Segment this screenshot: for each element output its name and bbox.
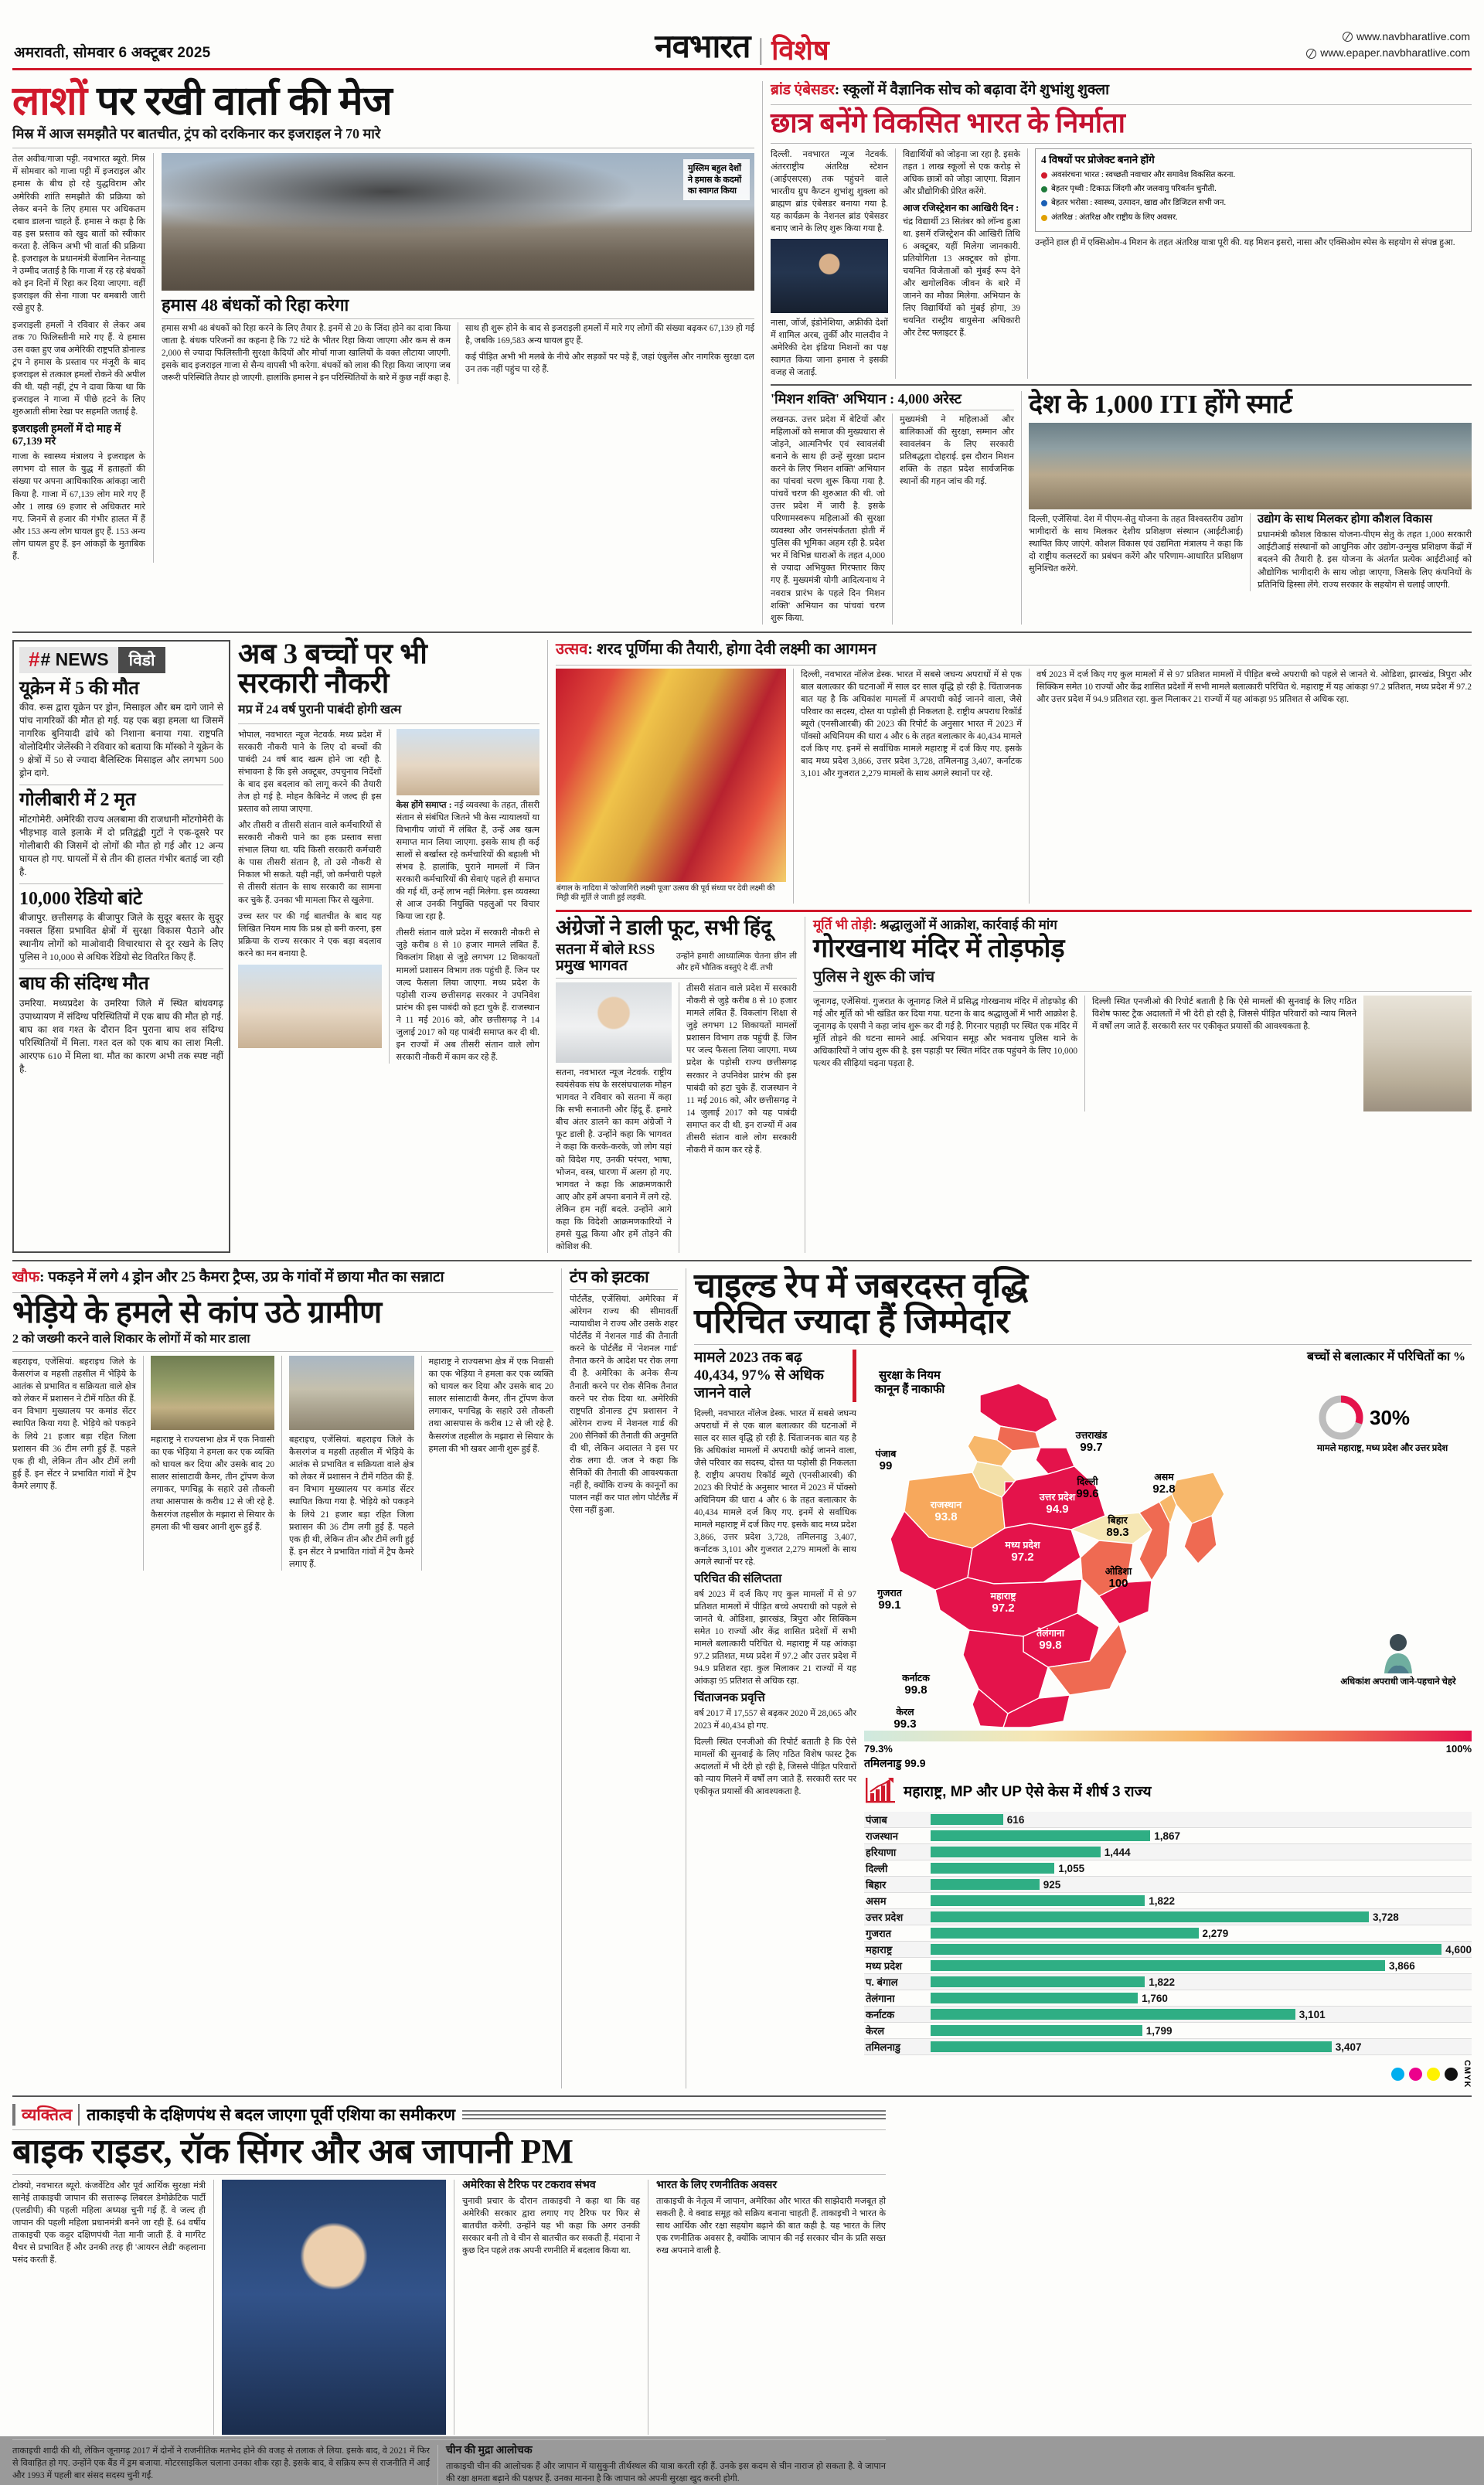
bar-chart-title: महाराष्ट्र, MP और UP ऐसे केस में शीर्ष 3 राज्य	[904, 1783, 1152, 1800]
table-row	[864, 1844, 1472, 1860]
rss-subhead-left: सतना में बोले RSS प्रमुख भागवत	[556, 941, 655, 975]
tamilnadu-note: तमिलनाडु 99.9	[864, 1757, 926, 1770]
globe-icon	[1343, 32, 1353, 42]
cmyk-label: CMYK	[1462, 2060, 1472, 2088]
list-item	[1041, 213, 1465, 223]
mp-jobs-headline-1: अब 3 बच्चों पर भी	[238, 638, 427, 670]
table-row	[864, 2023, 1472, 2039]
donut-value: 30%	[1370, 1405, 1411, 1429]
bar-value: 616	[1006, 1813, 1025, 1826]
map-label-maharashtra: महाराष्ट्र 97.2	[990, 1591, 1016, 1615]
bar-value: 925	[1043, 1878, 1061, 1891]
map-label-madhya-pradesh: मध्य प्रदेश 97.2	[1005, 1540, 1040, 1564]
cmyk-dot-yellow	[1427, 2068, 1440, 2081]
lead-body-3: गाजा के स्वास्थ्य मंत्रालय ने इजराइल के लगभग दो साल के युद्ध में हताहतों की संख्या पर अपना आधिकारिक आंकड़ा जारी किया है. गाजा में 67,139 लोग मारे गए हैं और 1 लाख 69 हजार से अधिकतर मारे गए. जिनमें से हजार की गंभीर हालत में हैं और 153 अन्य लोग घायल हुए हैं. 153 अन्य लोग घायल हुए हैं. इन आंकड़ों के मुताबिक हैं.	[12, 452, 145, 561]
rss-headline: अंग्रेजों ने डाली फूट, सभी हिंदू	[556, 915, 772, 939]
bullet-dot-icon	[1041, 172, 1047, 179]
nameplate	[292, 29, 1192, 66]
bar-label: उत्तर प्रदेश	[866, 1911, 904, 1924]
bar-label: असम	[866, 1895, 887, 1908]
map-colorbar	[864, 1731, 1472, 1771]
table-row	[864, 1877, 1472, 1893]
gorakhnath-body-2: दिल्ली स्थित एनजीओ की रिपोर्ट बताती है कि ऐसे मामलों की सुनवाई के लिए गठित विशेष फास्ट ट्रैक अदालतों में भी देरी हो रही है, जिससे पीड़ित परिवारों को न्याय मिलने में वर्षों लग जाते हैं. सरकारी स्तर पर एकीकृत प्रयासों की आवश्यकता है.	[1092, 996, 1356, 1031]
bar-value: 1,867	[1154, 1830, 1180, 1842]
rss-subhead-right: उन्होंने हमारी आध्यात्मिक चेतना छीन ली और हमें भौतिक वस्तुएं दे दीं. तभी	[676, 952, 797, 973]
ig-body-2-top: वर्ष 2023 में दर्ज किए गए कुल मामलों में से 97 प्रतिशत मामलों में पीड़ित बच्चे अपराधी को पहले से जानते थे. ओडिशा, झारखंड, त्रिपुरा और सिक्किम समेत 10 राज्यों और केंद्र शासित प्रदेशों में सभी मामले बलात्कारी परिचित थे. महाराष्ट्र में यह आंकड़ा 97.2 प्रतिशत, मध्य प्रदेश में 97.2 और उत्तर प्रदेश में 94.9 प्रतिशत रहा. कुल मिलाकर 21 राज्यों में यह आंकड़ा 95 प्रतिशत से अधिक रहा.	[1036, 669, 1472, 704]
iti-photo	[1029, 423, 1472, 509]
ig-headline-2: परिचित ज्यादा हैं जिम्मेदार	[694, 1302, 1010, 1340]
website-urls	[1192, 29, 1470, 63]
map-label-uttar-pradesh: उत्तर प्रदेश 94.9	[1039, 1492, 1076, 1516]
table-row	[864, 1925, 1472, 1942]
bar-value: 1,799	[1145, 2024, 1173, 2037]
bar-label: बिहार	[866, 1879, 887, 1891]
bar-label: मध्य प्रदेश	[866, 1960, 902, 1973]
gorakhnath-body: जूनागढ़, एजेंसियां. गुजरात के जूनागढ़ जिले में प्रसिद्ध गोरखनाथ मंदिर में तोड़फोड़ की गई और मूर्ति को भी खंडित कर दिया गया. घटना के बाद श्रद्धालुओं में भारी आक्रोश है. जूनागढ़ के एसपी ने कहा जांच शुरू कर दी गई है. गिरनार पहाड़ी पर स्थित एक मंदिर में मूर्ति तोड़ने की घटना सामने आई. अभियान समूह और भवनाथ पुलिस थाने के अधिकारियों ने जांच शुरू की है. इस पहाड़ी पर स्थित मंदिर तक पहुंचने के लिए 10,000 पत्थर की सीढ़ियां चढ़ना पड़ता है.	[813, 996, 1077, 1068]
rss-body: सतना, नवभारत न्यूज नेटवर्क. राष्ट्रीय स्वयंसेवक संघ के सरसंघचालक मोहन भागवत ने रविवार को सतना में कहा कि सभी सनातनी और हिंदू हैं. हमारे बीच अंतर डालने का काम अंग्रेजों ने फूट डाली है. उन्होंने कहा कि भागवत ने कहा कि करके-करके, जो लोग यहां को विदेश गए, उनकी परंपरा, भाषा, भोजन, वस्त्र, धारणा में अलग हो गए. भागवत ने कहा कि आक्रमणकारी आए और हमें अपना बनाने में लगे रहे. लेकिन हम नहीं बदले. उन्होंने आगे कहा कि विदेशी आक्रमणकारियों ने हमसे युद्ध किया और हमें तोड़ने की कोशिश की.	[556, 1068, 672, 1251]
bar-label: तमिलनाडु	[866, 2041, 900, 2054]
globe-icon	[1306, 49, 1316, 59]
child-note-text: अधिकांश अपराधी जाने-पहचाने चेहरे	[1340, 1677, 1456, 1687]
iti-body-2: प्रधानमंत्री कौशल विकास योजना-पीएम सेतु के तहत 1,000 सरकारी आईटीआई संस्थानों को आधुनिक और उद्योग-उन्मुख प्रशिक्षण केंद्रों में बदलने की तैयारी है. इस योजना के अंतर्गत प्रत्येक आईटीआई को औद्योगिक भागीदारी के साथ जोड़ा जाएगा, जिसके लिए कंपनियों के प्रतिनिधि हिस्सा लेंगे. राज्य सरकार के सहयोग से चलाई जाएगी.	[1258, 530, 1472, 590]
bar-value: 3,728	[1373, 1911, 1399, 1923]
bar-value: 2,279	[1202, 1927, 1229, 1939]
bar-label: हरियाणा	[866, 1847, 897, 1859]
mp-body-3: उच्च स्तर पर की गई बातचीत के बाद यह लिखित नियम माय कि प्रश्न हो बनी करना, इस प्रक्रिया के राज्य सरकार ने एक बड़ा बदलाव करने का मन बनाया है.	[238, 911, 382, 958]
table-row	[864, 1942, 1472, 1958]
bullet-text: बेहतर भरोसा : स्वास्थ्य, उत्पादन, खाद्य और डिजिटल सभी जन.	[1051, 199, 1227, 208]
decorative-lines	[462, 2110, 886, 2119]
bar-value: 1,760	[1142, 1992, 1168, 2004]
colorbar-max: 100%	[1445, 1743, 1472, 1755]
mp-case-body: नई व्यवस्था के तहत, तीसरी संतान से संबंधित जितने भी केस न्यायालयों या विभागीय जांचों में लंबित हैं, उन्हें अब खत्म समाप्त मान लिया जाएगा. इसके साथ ही कई सालों से बर्खास्त रहे कर्मचारियों की बहाली भी संभव है. हालांकि, पुराने मामलों में जिन सरकारी कर्मचारियों की सेवाएं पहले ही समाप्त की गई थीं, उन्हें लाभ नहीं मिलेगा. इस व्यवस्था से आज उनकी नियुक्ति पहलुओं पर विचार किया जा रहा है.	[396, 801, 539, 922]
ba-body-2: नासा, जॉर्ज, इंडोनेशिया, अफ्रीकी देशों में शामिल अरब, तुर्की और मालदीव ने अमेरिकी देश इंडिया मिशनों का पक्ष स्वागत किया जाना हमास ने इसकी वजह से जताई.	[771, 318, 888, 377]
table-row	[864, 1990, 1472, 2007]
lead-subhead: मिस्र में आज समझौते पर बातचीत, ट्रंप को दरकिनार कर इजराइल ने 70 मारे	[12, 126, 381, 142]
mission-shakti-kicker: 'मिशन शक्ति' अभियान : 4,000 अरेस्ट	[771, 390, 962, 407]
wolf-kicker: खौफ: पकड़ने में लगे 4 ड्रोन और 25 कैमरा ट्रैप्स, उप्र के गांवों में छाया मौत का सन्नाटा	[12, 1268, 444, 1285]
donut-block	[1317, 1394, 1472, 1454]
map-label-uttarakhand: उत्तराखंड 99.7	[1075, 1430, 1108, 1454]
table-row	[864, 2039, 1472, 2055]
lead-body-2: इजराइली हमलों ने रविवार से लेकर अब तक 70 फिलिस्तीनी मारे गए हैं. ये हमास उस वक्त हुए जब अमेरिकी राष्ट्रपति डोनाल्ड ट्रंप ने हमास के प्रस्ताव पर मंजूरी के बाद इजराइल से तत्काल हमलों रोकने की अपील की थी. यही नहीं, ट्रंप ने दावा किया था कि इजराइल ने गाजा में पीछे हटने के लिए शुरुआती सीमा रेखा पर सहमति जताई है.	[12, 320, 145, 417]
table-row	[864, 1893, 1472, 1909]
hash-icon: #	[29, 648, 40, 672]
bar-value: 3,866	[1389, 1959, 1415, 1972]
mp-case-head: केस होंगे समाप्त :	[396, 801, 452, 811]
ig-body-2: वर्ष 2023 में दर्ज किए गए कुल मामलों में से 97 प्रतिशत मामलों में पीड़ित बच्चे अपराधी को पहले से जानते थे. ओडिशा, झारखंड, त्रिपुरा और सिक्किम समेत 10 राज्यों और केंद्र शासित प्रदेशों में सभी मामले बलात्कारी परिचित थे. महाराष्ट्र में यह आंकड़ा 97.2 प्रतिशत, मध्य प्रदेश में 97.2 और उत्तर प्रदेश में 94.9 प्रतिशत रहा. कुल मिलाकर 21 राज्यों में यह आंकड़ा 95 प्रतिशत से अधिक रहा.	[694, 1589, 856, 1686]
wolf-body-3: बहराइच, एजेंसियां. बहराइच जिले के कैसरगंज व महसी तहसील में भेड़िये के आतंक से प्रभावित व सक्रियता वाले क्षेत्र को लेकर में प्रशासन ने टीमें गठित की हैं. वन विभाग मुख्यालय पर कमांड सेंटर स्थापित किया गया है. भेड़िये को पकड़ने के लिये 21 हजार बड़ा रहित जिला प्रशासन की 36 टीम लगी हुई हैं. पहले एक ही थी, लेकिन तीन और टीमें लगी हुई हैं. इन सेंटर ने प्रभावित गांवों में ट्रैप कैमरे लगाए हैं.	[289, 1435, 414, 1569]
ig-map-title: बच्चों से बलात्कार में परिचितों का %	[1306, 1350, 1465, 1364]
list-item	[1041, 198, 1465, 208]
bullet-text: अवसंरचना भारत : स्वच्छती नवाचार और समावेश विकसित करना.	[1051, 170, 1236, 179]
durga-photo-caption: बंगाल के नादिया में 'कोजागिरी लक्ष्मी पूजा' उत्सव की पूर्व संध्या पर देवी लक्ष्मी की मिट्टी की मूर्ति ले जाती हुई लड़की.	[556, 883, 775, 903]
ig-subhead-2: परिचित की संलिप्तता	[694, 1572, 782, 1585]
news-pill-label: # # NEWS	[19, 647, 118, 673]
bullet-dot-icon	[1041, 200, 1047, 206]
map-label-karnataka: कर्नाटक 99.8	[902, 1673, 930, 1697]
wolf-body-1: बहराइच, एजेंसियां. बहराइच जिले के कैसरगंज व महसी तहसील में भेड़िये के आतंक से प्रभावित व सक्रियता वाले क्षेत्र को लेकर में प्रशासन ने टीमें गठित की हैं. वन विभाग मुख्यालय पर कमांड सेंटर स्थापित किया गया है. भेड़िये को पकड़ने के लिये 21 हजार बड़ा रहित जिला प्रशासन की 36 टीम लगी हुई हैं. पहले एक ही थी, लेकिन तीन और टीमें लगी हुई हैं. इन सेंटर ने प्रभावित गांवों में ट्रैप कैमरे लगाए हैं.	[12, 1357, 136, 1491]
lead-body-5: साथ ही शुरू होने के बाद से इजराइली हमलों में मारे गए लोगों की संख्या बढ़कर 67,139 हो गई है, जबकि 169,583 अन्य घायल हुए हैं.	[465, 323, 754, 346]
bullet-dot-icon	[1041, 186, 1047, 192]
lead-headline: लाशों पर रखी वार्ता की मेज	[12, 80, 393, 124]
cmyk-dot-magenta	[1409, 2068, 1422, 2081]
nv-body-3: उमरिया. मध्यप्रदेश के उमरिया जिले में स्थित बांधवगढ़ उपाध्यायण में संदिग्ध परिस्थितियों में एक बाघ की मौत हो गई. बाघ का शव गश्त के दौरान दिन पुराना बाघ शव संदिग्ध परिस्थितियों में मिला. गश्त दल को एक बाघ का लाश मिली. आरएफ 610 में मिला था. मौत का कारण अभी तक स्पष्ट नहीं है.	[19, 997, 223, 1074]
mp-body-4: तीसरी संतान वाले प्रदेश में सरकारी नौकरी से जुड़े करीब 8 से 10 हजार मामले लंबित हैं. विकलांग शिक्षा से जुड़े लगभग 12 शिकायतों मामलों प्रशासन विभाग तक पहुंची हैं. जिन पर जल्द फैसला लिया जाएगा. मध्य प्रदेश के पड़ोसी राज्य छत्तीसगढ़ सरकार ने उपनिवेश प्रारंभ की इस पाबंदी को हटा चुके हैं. राजस्थान ने 11 मई 2016 को, और छत्तीसगढ़ ने 14 जुलाई 2017 को यह पाबंदी समाप्त कर दी थी. इन राज्यों में अब तीसरी संतान वाले लोग सरकारी नौकरी में काम कर रहे हैं.	[396, 928, 539, 1062]
nv-body-1: मोंटगोमेरी. अमेरिकी राज्य अलबामा की राजधानी मोंटगोमेरी के भीड़भाड़ वाले इलाके में दो प्रतिद्वंद्वी गुटों ने एक-दूसरे पर गोलीबारी की जिसमें दो लोगों की मौत हो गई और 12 अन्य घायल हो गए. घायलों में से तीन की हालत गंभीर बताई जा रही है.	[19, 813, 223, 877]
bar-value: 1,055	[1058, 1862, 1085, 1874]
cmyk-registration	[864, 2055, 1472, 2088]
mp-body-1: भोपाल, नवभारत न्यूज नेटवर्क. मध्य प्रदेश में सरकारी नौकरी पाने के लिए दो बच्चों की पाबंदी 24 वर्ष बाद खत्म होने जा रही है. संभावना है कि इसे अक्टूबर, उपचुनाव निर्देशों के बाद इस बदलाव को लागू करने की तैयारी तेज हो गई है. मोहन कैबिनेट में जल्द ही इस प्रस्ताव को लाया जाएगा.	[238, 730, 382, 815]
gorakhnath-kicker: मूर्ति भी तोड़ी: श्रद्धालुओं में आक्रोश, कार्रवाई की मांग	[813, 917, 1057, 932]
mp-jobs-headline-2: सरकारी नौकरी	[238, 668, 390, 700]
personality-teaser: ताकाइची के दक्षिणपंथ से बदल जाएगा पूर्वी एशिया का समीकरण	[87, 2105, 456, 2124]
bar-chart-header	[864, 1776, 1472, 1807]
ig-subhead-3: चिंताजनक प्रवृत्ति	[694, 1691, 765, 1704]
map-label-punjab: पंजाब 99	[875, 1448, 897, 1472]
child-note-block	[1328, 1630, 1469, 1688]
news-video-pill[interactable]	[19, 647, 223, 673]
ba-body-3: विद्यार्थियों को जोड़ना जा रहा है. इसके तहत 1 लाख स्कूलों से एक करोड़ से अधिक छात्रों को जोड़ा जाएगा. विज्ञान और प्रौद्योगिकी प्रेरित करेंगे.	[903, 149, 1020, 196]
bullet-dot-icon	[1041, 215, 1047, 221]
temple-photo	[1363, 996, 1472, 1111]
mp-jobs-subhead: मप्र में 24 वर्ष पुरानी पाबंदी होगी खत्म	[238, 703, 402, 717]
trump-kicker: टंप को झटका	[570, 1267, 649, 1286]
ba-box-body: चंद्र विद्यार्थी 23 सितंबर को लॉन्च हुआ था. इसमें रजिस्ट्रेशन की आखिरी तिथि 6 अक्टूबर, यहीं मिलेगा जानकारी. प्रतियोगिता 13 अक्टूबर को होगा. चयनित विजेताओं को मुंबई रूप देने और खगोलविक जीवन के बारे में जानने का मौका मिलेगा. अभियान के लिए विद्यार्थियों को मुंबई होगा, 39 चयनित रास्ट्रीय वायुसेना अधिकारी और टेस्ट फ्लाइटर हैं.	[903, 216, 1020, 338]
takaichi-photo	[222, 2180, 446, 2435]
map-label-kerala: केरल 99.3	[893, 1707, 917, 1731]
colorbar-min: 79.3%	[864, 1743, 893, 1755]
table-row	[864, 1812, 1472, 1828]
map-label-gujarat: गुजरात 99.1	[877, 1588, 902, 1612]
takaichi-col2-body: चुनावी प्रचार के दौरान ताकाइची ने कहा था कि वह अमेरिकी सरकार द्वारा लगाए गए टैरिफ पर फिर से बातचीत करेंगी. उन्होंने यह भी कहा कि अगर उनकी सरकार बनी तो वे चीन से बातचीत कर सकती हैं. मंदाना ने कुछ दिन पहले तक अपनी रणनीति में बदलाव किया था.	[462, 2196, 640, 2255]
wolf-headline: भेड़िये के हमले से कांप उठे ग्रामीण	[12, 1294, 383, 1329]
masthead	[0, 0, 1484, 68]
list-item	[1041, 170, 1465, 180]
bar-label: कर्नाटक	[866, 2009, 895, 2021]
table-row	[864, 1828, 1472, 1844]
cmyk-dot-cyan	[1391, 2068, 1404, 2081]
mp-body-2: और तीसरी व तीसरी संतान वाले कर्मचारियों से सरकारी नौकरी पाने का हक प्रस्ताव सत्ता संभाल लिया था. यदि किसी सरकारी कर्मचारी के पास तीसरी संतान है, तो उसे नौकरी से निकाल भी सकते. यही नहीं, जो कर्मचारी पहले से तीसरी संतान के साथ सरकारी का सामना कर चुके हैं. उनका भी मामला फिर से खुलेगा.	[238, 821, 382, 905]
family-illustration	[238, 965, 382, 1048]
lead-kicker-2: इजराइली हमलों में दो माह में 67,139 मरे	[12, 424, 121, 448]
bar-chart-icon	[864, 1776, 897, 1807]
gorakhnath-headline: गोरखनाथ मंदिर में तोड़फोड़	[813, 934, 1065, 963]
colorbar-gradient	[864, 1731, 1472, 1741]
ba-box-title: आज रजिस्ट्रेशन का आखिरी दिन :	[903, 202, 1019, 213]
bar-value: 3,101	[1298, 2008, 1326, 2020]
table-row	[864, 1860, 1472, 1877]
bar-label: केरल	[866, 2025, 885, 2037]
ig-body-4: दिल्ली स्थित एनजीओ की रिपोर्ट बताती है कि ऐसे मामलों की सुनवाई के लिए गठित विशेष फास्ट ट्रैक अदालतों में भी देरी हो रही है, जिससे पीड़ित परिवारों को न्याय मिलने में वर्षों लग जाते हैं. सरकारी स्तर पर एकीकृत प्रयासों की आवश्यकता है.	[694, 1737, 856, 1796]
ig-pull-quote: मामले 2023 तक बढ़ 40,434, 97% से अधिक जानने वाले	[694, 1350, 824, 1401]
bar-value: 4,600	[1445, 1943, 1472, 1956]
table-row	[864, 1909, 1472, 1925]
bar-value: 1,822	[1149, 1894, 1175, 1907]
bar-label: गुजरात	[866, 1928, 892, 1940]
ba-projects-box	[1035, 148, 1472, 233]
ig-map-caption: सुरक्षा के नियम कानून हैं नाकाफी	[874, 1370, 945, 1397]
wolf-subhead: 2 को जख्मी करने वाले शिकार के लोगों में को मार डाला	[12, 1332, 250, 1346]
ba-body-1: दिल्ली. नवभारत न्यूज नेटवर्क. अंतरराष्ट्रीय अंतरिक्ष स्टेशन (आईएसएस) तक पहुंचने वाले भारतीय ग्रुप कैप्टन शुभांशु शुक्ला को ब्राह्मण ब्रांड एंबेसडर बनाया गया है. यह कार्यक्रम के नेशनल ब्रांड एंबेसडर बनाए जाने के लिए शुरू किया गया है.	[771, 149, 888, 233]
wolf-body-4: महाराष्ट्र ने राज्यसभा क्षेत्र में एक निवासी का एक भेड़िया ने हमला कर एक व्यक्ति को घायल कर दिया और उसके बाद 20 सालर सांसाटावी कैमर, तीन ट्रॉपण केज लगाकर, पगचिह्न के सहारे उसे तौकली तथा आसपास के करीब 12 से जी रहे है. कैसरगंज तहसील के मझारा से सियार के हमला की भी खबर आनी शुरू हुई हैं.	[428, 1357, 553, 1454]
mission-shakti-body-2: मुख्यमंत्री ने महिलाओं और बालिकाओं की सुरक्षा, सम्मान और स्वावलंबन के लिए सरकारी प्रतिबद्धता दोहराई. इस दौरान मिशन शक्ति के तहत प्रदेश सार्वजनिक स्थानों की गहन जांच की गई.	[900, 415, 1014, 487]
ba-projects-title: 4 विषयों पर प्रोजेक्ट बनाने होंगे	[1041, 153, 1155, 165]
gorakhnath-subhead: पुलिस ने शुरू की जांच	[813, 968, 935, 985]
bar-label: दिल्ली	[866, 1863, 888, 1875]
bar-label: प. बंगाल	[866, 1976, 898, 1989]
map-label-odisha: ओडिशा 100	[1104, 1566, 1132, 1590]
map-label-assam: असम 92.8	[1152, 1472, 1176, 1496]
durga-photo	[556, 669, 786, 882]
donut-caption: मामले महाराष्ट्र, मध्य प्रदेश और उत्तर प्रदेश	[1317, 1444, 1448, 1454]
family-illustration-2	[397, 729, 540, 795]
lead-body-4: हमास सभी 48 बंधकों को रिहा करने के लिए तैयार है. इनमें से 20 के जिंदा होने का दावा किया जाता है. बंधक परिजनों का कहना है कि 72 घंटे के भीतर रिहा किया जाएगा और कम से कम 2,000 से ज्यादा फिलिस्तीनी सुरक्षा कैदियों और मोर्चा गाजा खालियों के वक्त लौटाया जाएगी. इसके बाद इजराइल गाजा से सैन्य वापसी भी करेगा. बंधकों को लाश की रिहा किया जाएगा जब जरूरी परिस्थिति तैयार हो जाएगी. हालांकि हमास ने इन परिस्थितियों के बारे में कुछ नहीं कहा है.	[162, 323, 451, 383]
brand-ambassador-kicker: ब्रांड एंबेसडर: स्कूलों में वैज्ञानिक सोच को बढ़ावा देंगे शुभांशु शुक्ला	[771, 82, 1110, 98]
ig-headline-1: चाइल्ड रेप में जबरदस्त वृद्धि	[694, 1266, 1029, 1305]
ba-footer: उन्होंने हाल ही में एक्सिओम-4 मिशन के तहत अंतरिक्ष यात्रा पूरी की. यह मिशन इसरो, नासा और एक्सिओम स्पेस के सहयोग से संपन्न हुआ.	[1035, 238, 1455, 248]
bar-label: तेलंगाना	[866, 1993, 895, 2005]
lead-photo	[162, 153, 754, 291]
takaichi-col4-body: ताकाइची चीन की आलोचक हैं और जापान में यासुकुनी तीर्थस्थल की यात्रा करती रही हैं. उनके इस कदम से चीन नाराज हो सकता है. वे जापान की रक्षा क्षमता बढ़ाने की पक्षधर हैं. उनका मानना है कि जापान को अपनी सुरक्षा खुद करनी होगी.	[446, 2461, 886, 2483]
map-label-bihar: बिहार 89.3	[1106, 1515, 1129, 1539]
iti-subhead: उद्योग के साथ मिलकर होगा कौशल विकास	[1258, 512, 1433, 526]
nameplate-separator: |	[757, 32, 764, 66]
shubhanshu-photo	[771, 239, 888, 313]
takaichi-body-1: टोक्यो, नवभारत ब्यूरो. कंजर्वेटिव और पूर्व आर्थिक सुरक्षा मंत्री सानेई ताकाइची जापान की सत्तारूढ़ लिबरल डेमोक्रेटिक पार्टी (एलडीपी) की पहली महिला अध्यक्ष चुनी गई हैं. वे जल्द ही जापान की पहली महिला प्रधानमंत्री बनने जा रही हैं. 64 वर्षीय ताकाइची एक कट्टर दक्षिणपंथी नेता मानी जाती हैं. वे मार्गरेट थैचर से प्रभावित हैं और उनकी तरह ही 'आयरन लेडी' कहलाना पसंद करती हैं.	[12, 2180, 206, 2265]
nv-body-0: कीव. रूस द्वारा यूक्रेन पर ड्रोन, मिसाइल और बम दागे जाने से पांच नागरिकों की मौत हो गई. यह एक बड़ा हमला था जिसमें नागरिक बुनियादी ढांचे को निशाना बनाया गया. राष्ट्रपति वोलोदिमीर जेलेंस्की ने रविवार को बताया कि मॉस्को ने यूक्रेन के 9 क्षेत्रों में 50 से ज्यादा बैलिस्टिक मिसाइल और लगभग 500 ड्रोन दागे.	[19, 702, 223, 779]
edition-name: विशेष	[771, 34, 829, 66]
takaichi-col4-head: चीन की मुद्रा आलोचक	[446, 2444, 533, 2456]
ig-body-3: वर्ष 2017 में 17,557 से बढ़कर 2020 में 28,065 और 2023 में 40,434 हो गए.	[694, 1708, 856, 1731]
nv-head-0: यूक्रेन में 5 की मौत	[19, 678, 139, 699]
bullet-text: बेहतर पृथ्वी : टिकाऊ जिंदगी और जलवायु परिवर्तन चुनौती.	[1051, 185, 1217, 194]
wolf-photo	[151, 1356, 274, 1430]
dateline: अमरावती, सोमवार 6 अक्टूबर 2025	[14, 45, 211, 61]
rss-body-2: तीसरी संतान वाले प्रदेश में सरकारी नौकरी से जुड़े करीब 8 से 10 हजार मामले लंबित हैं. विकलांग शिक्षा से जुड़े लगभग 12 शिकायतों मामलों प्रशासन विभाग तक पहुंची हैं. जिन पर जल्द फैसला लिया जाएगा. मध्य प्रदेश के पड़ोसी राज्य छत्तीसगढ़ सरकार ने उपनिवेश प्रारंभ की इस पाबंदी को हटा चुके हैं. राजस्थान ने 11 मई 2016 को, और छत्तीसगढ़ ने 14 जुलाई 2017 को यह पाबंदी समाप्त कर दी थी. इन राज्यों में अब तीसरी संतान वाले लोग सरकारी नौकरी में काम कर रहे हैं.	[686, 984, 797, 1155]
pull-quote-rule	[853, 1350, 856, 1402]
ig-body-1: दिल्ली, नवभारत नॉलेज डेस्क. भारत में सबसे जघन्य अपराधों में से एक बाल बलात्कार की घटनाओं में साल दर साल वृद्धि हो रही है. चिंताजनक बात यह है कि अधिकांश मामलों में अपराधी कोई जानने वाला, जैसे परिवार का सदस्य, दोस्त या पड़ोसी ही निकलता है. राष्ट्रीय अपराध रिकॉर्ड ब्यूरो (एनसीआरबी) की 2023 की रिपोर्ट के अनुसार भारत में 2023 में पॉक्सो अधिनियम की धारा 4 और 6 के तहत बलात्कार के 40,434 मामले दर्ज किए गए. इनमें से सर्वाधिक मामले महाराष्ट्र में दर्ज किए गए. इसके बाद मध्य प्रदेश 3,866, उत्तर प्रदेश 3,728, तमिलनाडु 3,407, कर्नाटक 3,101 और गुजरात 2,279 मामलों के साथ अगले स्थानों पर रहे.	[694, 1408, 856, 1567]
nv-head-2: 10,000 रेडियो बांटे	[19, 888, 143, 909]
takaichi-headline: बाइक राइडर, रॉक सिंगर और अब जापानी PM	[12, 2132, 574, 2170]
map-label-rajasthan: राजस्थान 93.8	[930, 1500, 962, 1523]
list-item	[1041, 184, 1465, 194]
table-row	[864, 1958, 1472, 1974]
bar-value: 3,407	[1335, 2041, 1362, 2053]
bar-label: पंजाब	[866, 1814, 887, 1826]
infographic-panel	[694, 1268, 1472, 2088]
bar-value: 1,822	[1149, 1976, 1175, 1988]
publication-title: नवभारत	[655, 29, 751, 66]
donut-chart-icon	[1317, 1394, 1365, 1442]
nv-head-1: गोलीबारी में 2 मृत	[19, 790, 136, 811]
village-photo	[289, 1356, 414, 1430]
epaper-url[interactable]: www.epaper.navbharatlive.com	[1320, 46, 1470, 60]
takaichi-col3-head: भारत के लिए रणनीतिक अवसर	[656, 2179, 778, 2191]
sad-child-icon	[1375, 1630, 1421, 1675]
table-row	[864, 1974, 1472, 1990]
bar-label: महाराष्ट्र	[866, 1944, 893, 1956]
personality-tag: व्यक्तित्व	[12, 2104, 80, 2126]
takaichi-footer: ताकाइची शादी की थी, लेकिन जूनागढ़ 2017 में दोनों ने राजनीतिक मतभेद होने की वजह से तलाक ले लिया. इसके बाद, वे 2021 में फिर से विवाहित हो गए. उन्होंने एक बैंड में ड्रम बजाया. मोटरसाइकिल चलाना उनका शौक रहा है. इसके बाद, वे सक्रिय रूप से राजनीति में आईं और 1993 में पहली बार संसद सदस्य चुनी गईं.	[12, 2446, 430, 2480]
website-url[interactable]: www.navbharatlive.com	[1356, 29, 1470, 43]
lead-sub-kicker: हमास 48 बंधकों को रिहा करेगा	[162, 295, 349, 315]
bar-label: राजस्थान	[866, 1830, 899, 1843]
nv-head-3: बाघ की संदिग्ध मौत	[19, 974, 149, 995]
video-pill-label: विडो	[118, 647, 166, 673]
table-row	[864, 2007, 1472, 2023]
utsav-kicker: उत्सव: शरद पूर्णिमा की तैयारी, होगा देवी लक्ष्मी का आगमन	[556, 640, 876, 658]
ig-body-1-top: दिल्ली, नवभारत नॉलेज डेस्क. भारत में सबसे जघन्य अपराधों में से एक बाल बलात्कार की घटनाओं में साल दर साल वृद्धि हो रही है. चिंताजनक बात यह है कि अधिकांश मामलों में अपराधी कोई जानने वाला, जैसे परिवार का सदस्य, दोस्त या पड़ोसी ही निकलता है. राष्ट्रीय अपराध रिकॉर्ड ब्यूरो (एनसीआरबी) की 2023 की रिपोर्ट के अनुसार भारत में 2023 में पॉक्सो अधिनियम की धारा 4 और 6 के तहत बलात्कार के 40,434 मामले दर्ज किए गए. इनमें से सर्वाधिक मामले महाराष्ट्र में दर्ज किए गए. इसके बाद मध्य प्रदेश 3,866, उत्तर प्रदेश 3,728, तमिलनाडु 3,407, कर्नाटक 3,101 और गुजरात 2,279 मामलों के साथ अगले स्थानों पर रहे.	[801, 669, 1022, 778]
trump-body: पोर्टलैंड, एजेंसियां. अमेरिका में ओरेगन राज्य की सीमावर्ती न्यायाधीश ने राज्य और उसके शहर पोर्टलैंड में नेशनल गार्ड की तैनाती करने के पोर्टलैंड में 'नेशनल गार्ड' तैनात करने के आदेश पर रोक लगा दी है. अमेरिका के अनेक सैन्य तैनाती करने पर रोक सैनिक तैनात करने पर रोक दिया था. अमेरिकी राष्ट्रपति डोनाल्ड ट्रंप प्रशासन ने ओरेगन राज्य में नेशनल गार्ड की 200 सैनिकों की तैनाती की अनुमति दी थी, लेकिन अदालत ने इस पर रोक लगा दी. जज ने कहा कि सैनिकों की तैनाती की आवश्यकता नहीं है, क्योंकि राज्य के कानूनों का पालन नहीं कर पात लोग पोर्टलैंड में ऐसा नहीं हुआ.	[570, 1295, 678, 1515]
bullet-text: अंतरिक्ष : अंतरिक्ष और राष्ट्रीय के लिए अवसर.	[1051, 213, 1178, 222]
map-label-delhi: दिल्ली 99.6	[1076, 1476, 1099, 1500]
cmyk-dot-black	[1445, 2068, 1458, 2081]
takaichi-col3-body: ताकाइची के नेतृत्व में जापान, अमेरिका और भारत की साझेदारी मजबूत हो सकती है. वे क्वाड समूह को सक्रिय बनाना चाहती हैं. ताकाइची ने भारत के साथ आर्थिक और रक्षा सहयोग बढ़ाने की बात कही है. यह भारत के लिए एक रणनीतिक अवसर है, क्योंकि जापान की नई सरकार चीन के प्रति सख्त रुख अपनाने वाली है.	[656, 2196, 886, 2255]
lead-photo-caption: मुस्लिम बहुल देशों ने हमास के कदमों का स्वागत किया	[683, 159, 750, 200]
bhagwat-photo	[556, 982, 672, 1063]
iti-headline: देश के 1,000 ITI होंगे स्मार्ट	[1029, 390, 1292, 419]
bar-value: 1,444	[1104, 1846, 1131, 1858]
brand-ambassador-headline: छात्र बनेंगे विकसित भारत के निर्माता	[771, 107, 1125, 138]
mission-shakti-body: लखनऊ. उत्तर प्रदेश में बेटियों और महिलाओं को समाज की मुख्यधारा से जोड़ने, आत्मनिर्भर एवं स्वावलंबी बनाने के साथ ही उन्हें सुरक्षा प्रदान करने के लिए 'मिशन शक्ति' अभियान का पांचवां चरण शुरू किया गया है. पांचवें चरण की शुरुआत की थी. जो उत्तर प्रदेश में जारी है. इसके परिणामस्वरूप महिलाओं की सुरक्षा व्यवस्था और जनसंपर्कतता होती में पुलिस की भूमिका अहम रही है. प्रदेश भर में विभिन्न धाराओं के तहत 4,000 से ज्यादा अभियुक्त गिरफ्तार किए गए हैं. मुख्यमंत्री योगी आदित्यनाथ ने नवरात्र प्रारंभ के पहले दिन 'मिशन शक्ति' अभियान का पांचवां चरण शुरू किया.	[771, 415, 885, 623]
lead-body-1: तेल अवीव/गाजा पट्टी. नवभारत ब्यूरो. मिस्र में सोमवार को गाजा पट्टी में इजराइल और हमास के बीच हो रहे युद्धविराम और अमेरिकी शांति समझौते की प्रक्रिया को लेकर बनने के लिए हमास पर अधिकतम दबाव डालना चाहते हैं. हमास ने कहा है कि वह इस प्रस्ताव को खुद बातों को स्वीकार करता है. लेकिन अभी भी वार्ता की प्रक्रिया है. इजराइल के प्रधानमंत्री बेंजामिन नेतन्याहू ने उम्मीद जताई है कि गाजा में रह रहे बंधकों को इन दिनों में रिहा कर दिया जाएगा. वहीं इजराइल की सेना गाजा पर बमबारी जारी रखे हुए है.	[12, 155, 145, 313]
india-choropleth-map	[864, 1364, 1472, 1731]
takaichi-col2-head: अमेरिका से टैरिफ पर टकराव संभव	[462, 2179, 596, 2191]
iti-body-1: दिल्ली, एजेंसियां. देश में पीएम-सेतु योजना के तहत विश्वस्तरीय उद्योग भागीदारों के साथ मिलकर देशीय प्रशिक्षण संस्थान (आईटीआई) स्थापित किए जाएंगे. कौशल विकास एवं उद्यमिता मंत्रालय ने कहा कि दो राष्ट्रीय कलस्टरों का प्रबंधन करेंगे और परिणाम-आधारित प्रशिक्षण सुनिश्चित करेंगे.	[1029, 514, 1243, 574]
personality-bar	[12, 2104, 886, 2126]
nv-body-2: बीजापुर. छत्तीसगढ़ के बीजापुर जिले के सुदूर बस्तर के सुदूर नक्सल हिंसा प्रभावित क्षेत्रों में सुरक्षा विकास पैठाने और स्थानीय लोगों को माओवादी विचारधारा से दूर रखने के लिए पुलिस ने 10,000 से अधिक रेडियो सेट वितरित किए हैं.	[19, 912, 223, 963]
bar-chart	[864, 1812, 1472, 2055]
map-label-telangana: तेलंगाना 99.8	[1036, 1628, 1065, 1652]
wolf-body-2: महाराष्ट्र ने राज्यसभा क्षेत्र में एक निवासी का एक भेड़िया ने हमला कर एक व्यक्ति को घायल कर दिया और उसके बाद 20 सालर सांसाटावी कैमर, तीन ट्रॉपण केज लगाकर, पगचिह्न के सहारे उसे तौकली तथा आसपास के करीब 12 से जी रहे है. कैसरगंज तहसील के मझारा से सियार के हमला की भी खबर आनी शुरू हुई हैं.	[151, 1435, 274, 1532]
lead-body-6: कई पीड़ित अभी भी मलबे के नीचे और सड़कों पर पड़े हैं, जहां एंबुलेंस और नागरिक सुरक्षा दल उन तक नहीं पहुंच पा रहे हैं.	[465, 352, 754, 374]
